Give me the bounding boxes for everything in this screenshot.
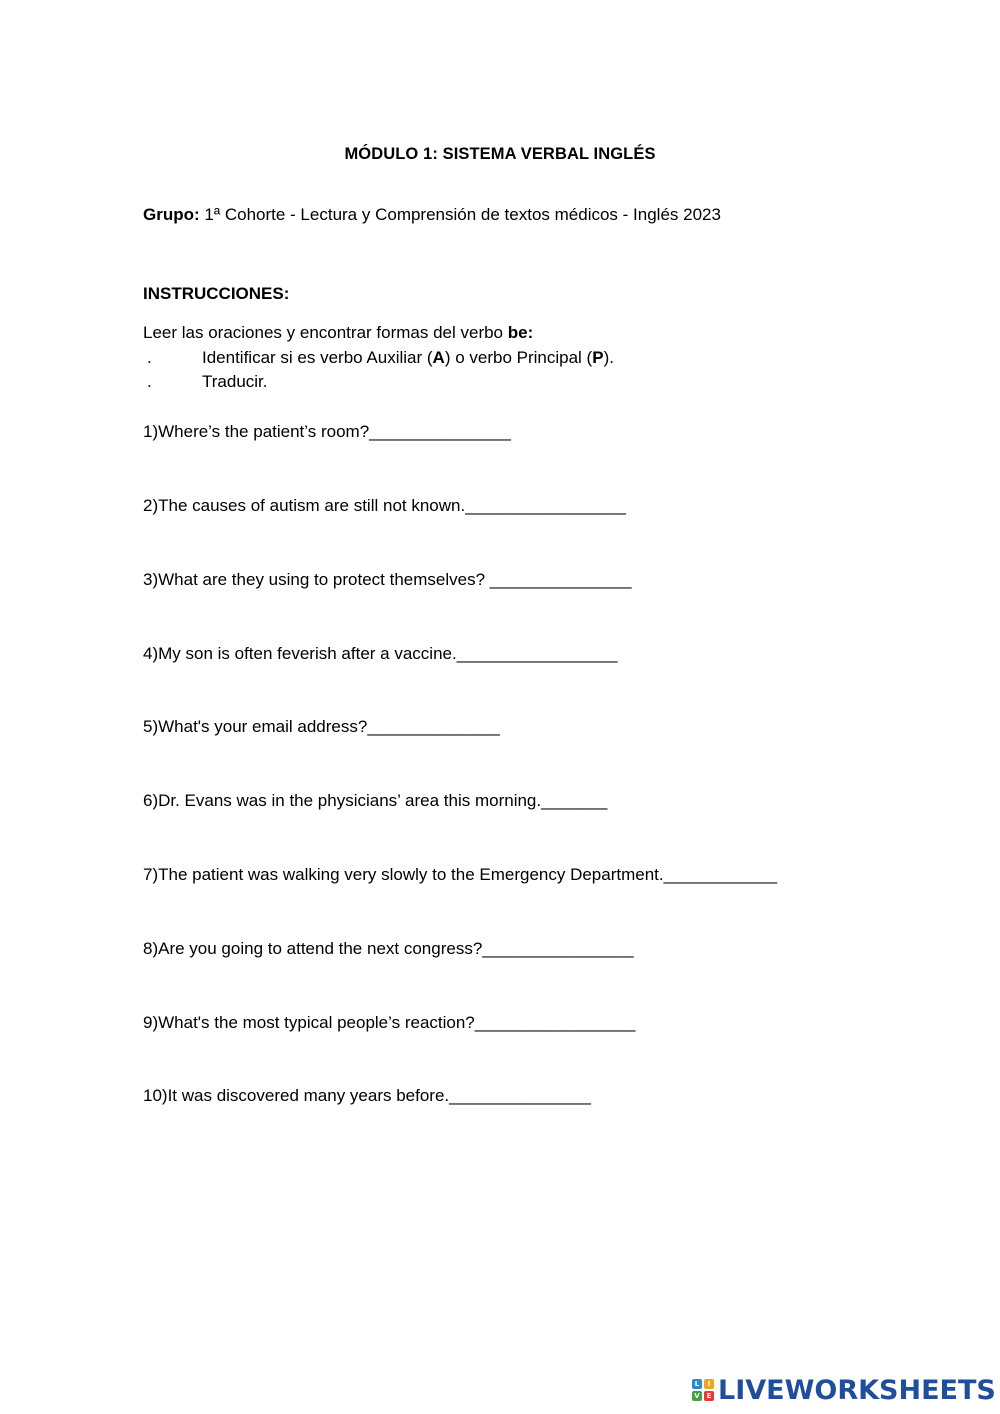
bullet-marker: . [147,372,152,391]
liveworksheets-logo [692,1374,996,1406]
logo-mark-letter: V [692,1391,702,1401]
logo-mark-letter: I [704,1379,714,1389]
bullet-identify-bold-a: A [432,348,445,367]
question-8: 8)Are you going to attend the next congress?________________ [143,939,634,958]
question-2: 2)The causes of autism are still not known._________________ [143,496,626,515]
instructions-intro-bold: be: [507,323,534,342]
question-1: 1)Where’s the patient’s room?_______________ [143,422,511,441]
bullet-marker: . [147,348,152,367]
question-4: 4)My son is often feverish after a vaccine._________________ [143,644,618,663]
page-title: MÓDULO 1: SISTEMA VERBAL INGLÉS [344,145,656,163]
group-label: Grupo: [143,205,200,224]
logo-mark-letter: E [704,1391,714,1401]
question-10: 10)It was discovered many years before._______________ [143,1086,591,1105]
question-6: 6)Dr. Evans was in the physicians’ area this morning._______ [143,791,608,810]
logo-mark-icon [692,1379,714,1401]
bullet-identify-bold-p: P [592,348,604,367]
question-9: 9)What's the most typical people’s reaction?_________________ [143,1013,636,1032]
question-5: 5)What's your email address?______________ [143,717,500,736]
instructions-heading: INSTRUCCIONES: [143,284,290,303]
question-7: 7)The patient was walking very slowly to the Emergency Department.____________ [143,865,778,884]
logo-text: LIVEWORKSHEETS [718,1374,996,1406]
group-value: 1ª Cohorte - Lectura y Comprensión de textos médicos - Inglés 2023 [199,205,721,224]
bullet-identify-part1: Identificar si es verbo Auxiliar ( [202,348,433,367]
bullet-identify-part3: ). [603,348,614,367]
bullet-translate: Traducir. [202,372,268,391]
logo-mark-letter: L [692,1379,702,1389]
question-3: 3)What are they using to protect themselves? _______________ [143,570,632,589]
bullet-identify [202,347,614,369]
bullet-identify-part2: ) o verbo Principal ( [444,348,593,367]
instructions-intro [143,322,533,344]
group-line [143,204,721,226]
instructions-intro-text: Leer las oraciones y encontrar formas del verbo [143,323,508,342]
